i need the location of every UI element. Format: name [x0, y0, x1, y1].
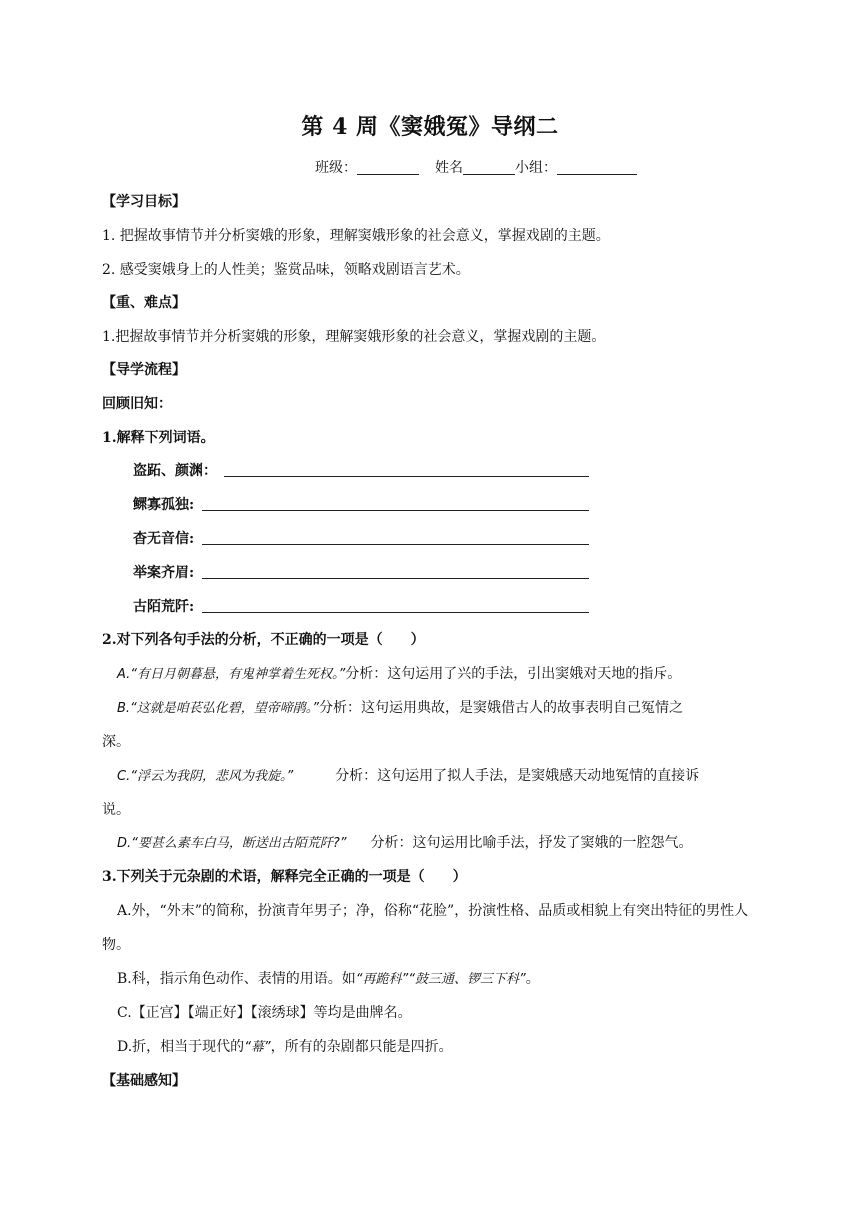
q1-term-5: 古陌荒阡: — [133, 599, 195, 615]
q2-option-b — [117, 697, 683, 717]
q2-option-b-cont: 深。 — [102, 734, 130, 750]
q2-option-d-quote: D.“要甚么素车白马，断送出古陌荒阡?” — [117, 836, 347, 851]
q2-option-b-analysis: 分析：这句运用典故，是窦娥借古人的故事表明自己冤情之 — [319, 700, 684, 716]
q3-option-a: A.外，“外末”的简称，扮演青年男子；净，俗称“花脸”，扮演性格、品质或相貌上有突出特征的男性人 — [117, 903, 749, 919]
q2-option-c-quote: C.“浮云为我阴，悲风为我旋。” — [117, 769, 294, 784]
group-blank[interactable] — [557, 160, 637, 175]
group-label: 小组： — [515, 160, 557, 176]
q2-stem: 2.对下列各句手法的分析，不正确的一项是（ ） — [102, 632, 425, 648]
q3-option-b — [117, 968, 540, 988]
name-label: 姓名 — [435, 160, 463, 176]
q2-option-b-quote: B.“这就是咱苌弘化碧，望帝啼鹃。” — [117, 701, 320, 716]
class-label: 班级： — [315, 160, 357, 176]
key-point-1: 1.把握故事情节并分析窦娥的形象，理解窦娥形象的社会意义，掌握戏剧的主题。 — [102, 329, 606, 345]
q2-option-a — [117, 663, 681, 683]
q2-option-c-analysis: 分析：这句运用了拟人手法，是窦娥感天动地冤情的直接诉 — [335, 768, 700, 784]
q3-option-b-end: 。 — [525, 971, 540, 987]
q1-stem: 1.解释下列词语。 — [102, 430, 215, 446]
q1-term-1: 盗跖、颜渊： — [133, 463, 217, 479]
q2-option-c-cont: 说。 — [102, 802, 130, 818]
q3-option-b-quote: “再跪科”“鼓三通、锣三下科” — [355, 972, 526, 987]
class-blank[interactable] — [357, 160, 419, 175]
basic-heading: 【基础感知】 — [102, 1073, 186, 1089]
q1-term-3: 杳无音信: — [133, 531, 195, 547]
q1-answer-line-4[interactable] — [202, 578, 589, 579]
doc-title: 第 4 周《窦娥冤》导纲二 — [301, 114, 559, 140]
q3-option-a-cont: 物。 — [102, 937, 130, 953]
q1-term-4: 举案齐眉: — [133, 565, 195, 581]
q3-option-c: C.【正宫】【端正好】【滚绣球】等均是曲牌名。 — [117, 1005, 412, 1021]
q2-option-a-quote: A.“有日月朝暮悬，有鬼神掌着生死权。” — [117, 667, 346, 682]
q2-option-a-analysis: 分析：这句运用了兴的手法，引出窦娥对天地的指斥。 — [345, 666, 682, 682]
goal-item-1: 1. 把握故事情节并分析窦娥的形象，理解窦娥形象的社会意义，掌握戏剧的主题。 — [102, 228, 610, 244]
q3-option-d-quote: “幕” — [244, 1040, 271, 1055]
goals-heading: 【学习目标】 — [102, 194, 186, 210]
q3-option-d-end: ，所有的杂剧都只能是四折。 — [270, 1039, 453, 1055]
q1-answer-line-1[interactable] — [224, 476, 589, 477]
q3-stem: 3.下列关于元杂剧的术语，解释完全正确的一项是（ ） — [102, 869, 467, 885]
q3-option-b-text: B.科，指示角色动作、表情的用语。如 — [117, 971, 356, 987]
q1-answer-line-5[interactable] — [202, 612, 589, 613]
q3-option-d-text: D.折，相当于现代的 — [117, 1039, 245, 1055]
student-info-line — [315, 157, 637, 177]
key-points-heading: 【重、难点】 — [102, 295, 186, 311]
q2-option-d-analysis: 分析：这句运用比喻手法，抒发了窦娥的一腔怨气。 — [370, 835, 693, 851]
q1-term-2: 鳏寡孤独: — [133, 497, 195, 513]
name-blank[interactable] — [463, 160, 515, 175]
review-label: 回顾旧知： — [102, 396, 172, 412]
q1-answer-line-3[interactable] — [202, 544, 589, 545]
q1-answer-line-2[interactable] — [202, 510, 589, 511]
q2-option-d — [117, 832, 693, 852]
q3-option-d — [117, 1036, 453, 1056]
flow-heading: 【导学流程】 — [102, 362, 186, 378]
goal-item-2: 2. 感受窦娥身上的人性美；鉴赏品味，领略戏剧语言艺术。 — [102, 262, 470, 278]
q2-option-c — [117, 765, 699, 785]
